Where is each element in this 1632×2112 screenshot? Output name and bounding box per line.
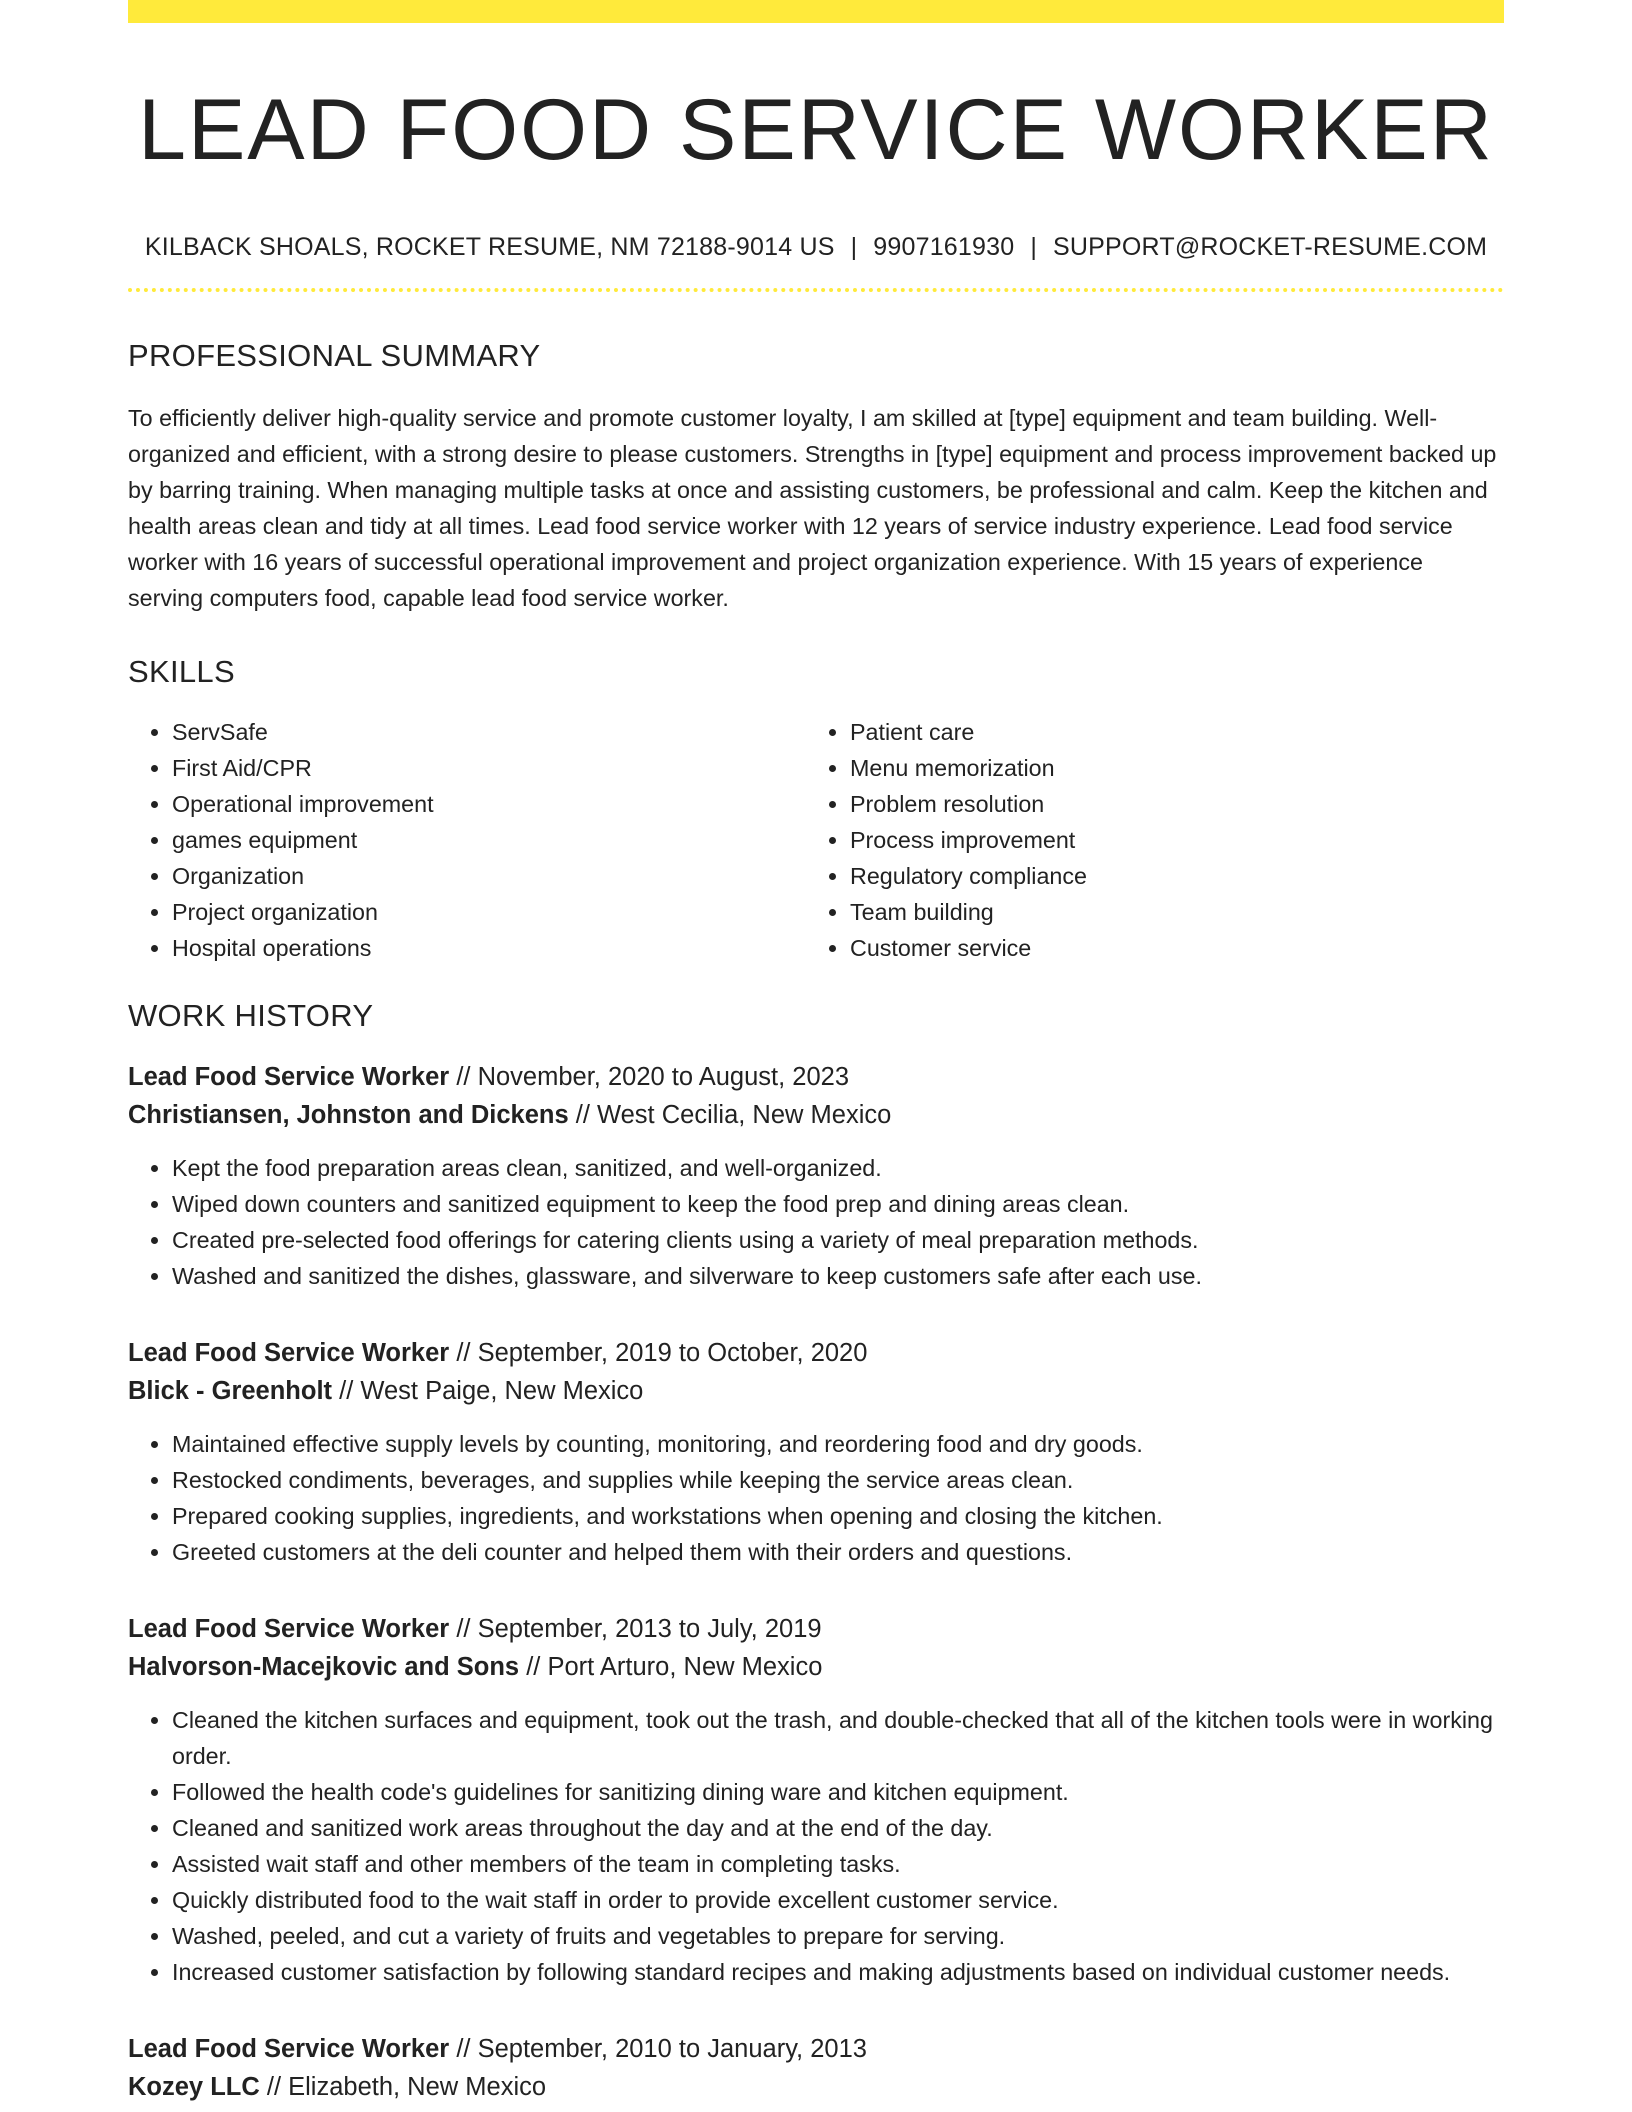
job-entry [128, 1058, 1504, 1294]
job-entry [128, 1334, 1504, 1570]
skills-list [128, 714, 1504, 966]
email: SUPPORT@ROCKET-RESUME.COM [1053, 233, 1488, 261]
job-entry [128, 1610, 1504, 1990]
skill-item: • Problem resolution [850, 786, 1484, 822]
skill-item: • Operational improvement [172, 786, 806, 822]
job-role-line [128, 1610, 1504, 1648]
job-bullets [128, 1150, 1504, 1294]
job-role-line [128, 2030, 1504, 2068]
job-company: Halvorson-Macejkovic and Sons [128, 1653, 520, 1681]
address: KILBACK SHOALS, ROCKET RESUME, NM 72188-9014 US [144, 233, 835, 261]
job-bullet: • Prepared cooking supplies, ingredients, and workstations when opening and closing the kitchen. [172, 1498, 1504, 1534]
job-bullet: • Wiped down counters and sanitized equipment to keep the food prep and dining areas clean. [172, 1186, 1504, 1222]
job-bullet: • Restocked condiments, beverages, and supplies while keeping the service areas clean. [172, 1462, 1504, 1498]
job-company: Kozey LLC [128, 2073, 260, 2101]
job-role-line [128, 1058, 1504, 1096]
skill-item: • First Aid/CPR [172, 750, 806, 786]
skills-title: SKILLS [128, 654, 235, 689]
job-bullet: • Cleaned and sanitized work areas throughout the day and at the end of the day. [172, 1810, 1504, 1846]
job-dates: // September, 2019 to October, 2020 [456, 1339, 868, 1367]
contact-separator: | [1030, 233, 1038, 261]
job-dates: // November, 2020 to August, 2023 [456, 1063, 849, 1091]
job-location: // West Cecilia, New Mexico [575, 1101, 892, 1129]
job-bullet: • Kept the food preparation areas clean, sanitized, and well-organized. [172, 1150, 1504, 1186]
job-company-line [128, 1096, 1504, 1134]
skill-item: • Project organization [172, 894, 806, 930]
job-role: Lead Food Service Worker [128, 1063, 450, 1091]
skill-item: • Menu memorization [850, 750, 1484, 786]
skill-item: • Customer service [850, 930, 1484, 966]
job-company: Christiansen, Johnston and Dickens [128, 1101, 569, 1129]
job-role: Lead Food Service Worker [128, 1339, 450, 1367]
skill-item: • ServSafe [172, 714, 806, 750]
summary-text: To efficiently deliver high-quality service and promote customer loyalty, I am skilled at [type] equipment and team building. Well-organized and efficient, with a strong desire to please customers. Strengths in [type] equipment and process improvement backed up by barring training. When managing multiple tasks at once and assisting customers, be professional and calm. Keep the kitchen and health areas clean and tidy at all times. Lead food service worker with 12 years of service industry experience. Lead food service worker with 16 years of successful operational improvement and project organization experience. With 15 years of experience serving computers food, capable lead food service worker. [128, 405, 1497, 611]
job-dates: // September, 2010 to January, 2013 [456, 2035, 867, 2063]
job-company: Blick - Greenholt [128, 1377, 333, 1405]
skills-column-left [128, 714, 806, 966]
job-bullets [128, 1426, 1504, 1570]
job-role: Lead Food Service Worker [128, 2035, 450, 2063]
job-location: // West Paige, New Mexico [339, 1377, 644, 1405]
summary-title: PROFESSIONAL SUMMARY [128, 338, 541, 373]
skill-item: • games equipment [172, 822, 806, 858]
skill-item: • Process improvement [850, 822, 1484, 858]
job-bullet: • Increased customer satisfaction by following standard recipes and making adjustments based on individual customer needs. [172, 1954, 1504, 1990]
contact-line [128, 232, 1504, 262]
job-bullet: • Quickly distributed food to the wait staff in order to provide excellent customer service. [172, 1882, 1504, 1918]
skill-item: • Team building [850, 894, 1484, 930]
job-bullet: • Cleaned the kitchen surfaces and equipment, took out the trash, and double-checked that all of the kitchen tools were in working order. [172, 1702, 1504, 1774]
work-history-title: WORK HISTORY [128, 998, 374, 1033]
resume-content [128, 0, 1504, 2106]
job-company-line [128, 1648, 1504, 1686]
job-bullets [128, 1702, 1504, 1990]
job-dates: // September, 2013 to July, 2019 [456, 1615, 822, 1643]
job-bullet: • Maintained effective supply levels by counting, monitoring, and reordering food and dry goods. [172, 1426, 1504, 1462]
skills-column-right [806, 714, 1484, 966]
job-role-line [128, 1334, 1504, 1372]
job-location: // Elizabeth, New Mexico [266, 2073, 547, 2101]
job-bullet: • Greeted customers at the deli counter and helped them with their orders and questions. [172, 1534, 1504, 1570]
skill-item: • Organization [172, 858, 806, 894]
job-bullet: • Assisted wait staff and other members of the team in completing tasks. [172, 1846, 1504, 1882]
skill-item: • Hospital operations [172, 930, 806, 966]
job-entry [128, 2030, 1504, 2106]
job-company-line [128, 2068, 1504, 2106]
contact-separator: | [850, 233, 858, 261]
phone: 9907161930 [873, 233, 1015, 261]
job-bullet: • Created pre-selected food offerings for catering clients using a variety of meal preparation methods. [172, 1222, 1504, 1258]
skill-item: • Regulatory compliance [850, 858, 1484, 894]
job-bullet: • Followed the health code's guidelines for sanitizing dining ware and kitchen equipment. [172, 1774, 1504, 1810]
job-company-line [128, 1372, 1504, 1410]
job-bullet: • Washed, peeled, and cut a variety of fruits and vegetables to prepare for serving. [172, 1918, 1504, 1954]
job-bullet: • Washed and sanitized the dishes, glassware, and silverware to keep customers safe after each use. [172, 1258, 1504, 1294]
job-location: // Port Arturo, New Mexico [526, 1653, 823, 1681]
dotted-divider [128, 288, 1504, 292]
job-role: Lead Food Service Worker [128, 1615, 450, 1643]
skill-item: • Patient care [850, 714, 1484, 750]
candidate-name: LEAD FOOD SERVICE WORKER [138, 82, 1494, 178]
